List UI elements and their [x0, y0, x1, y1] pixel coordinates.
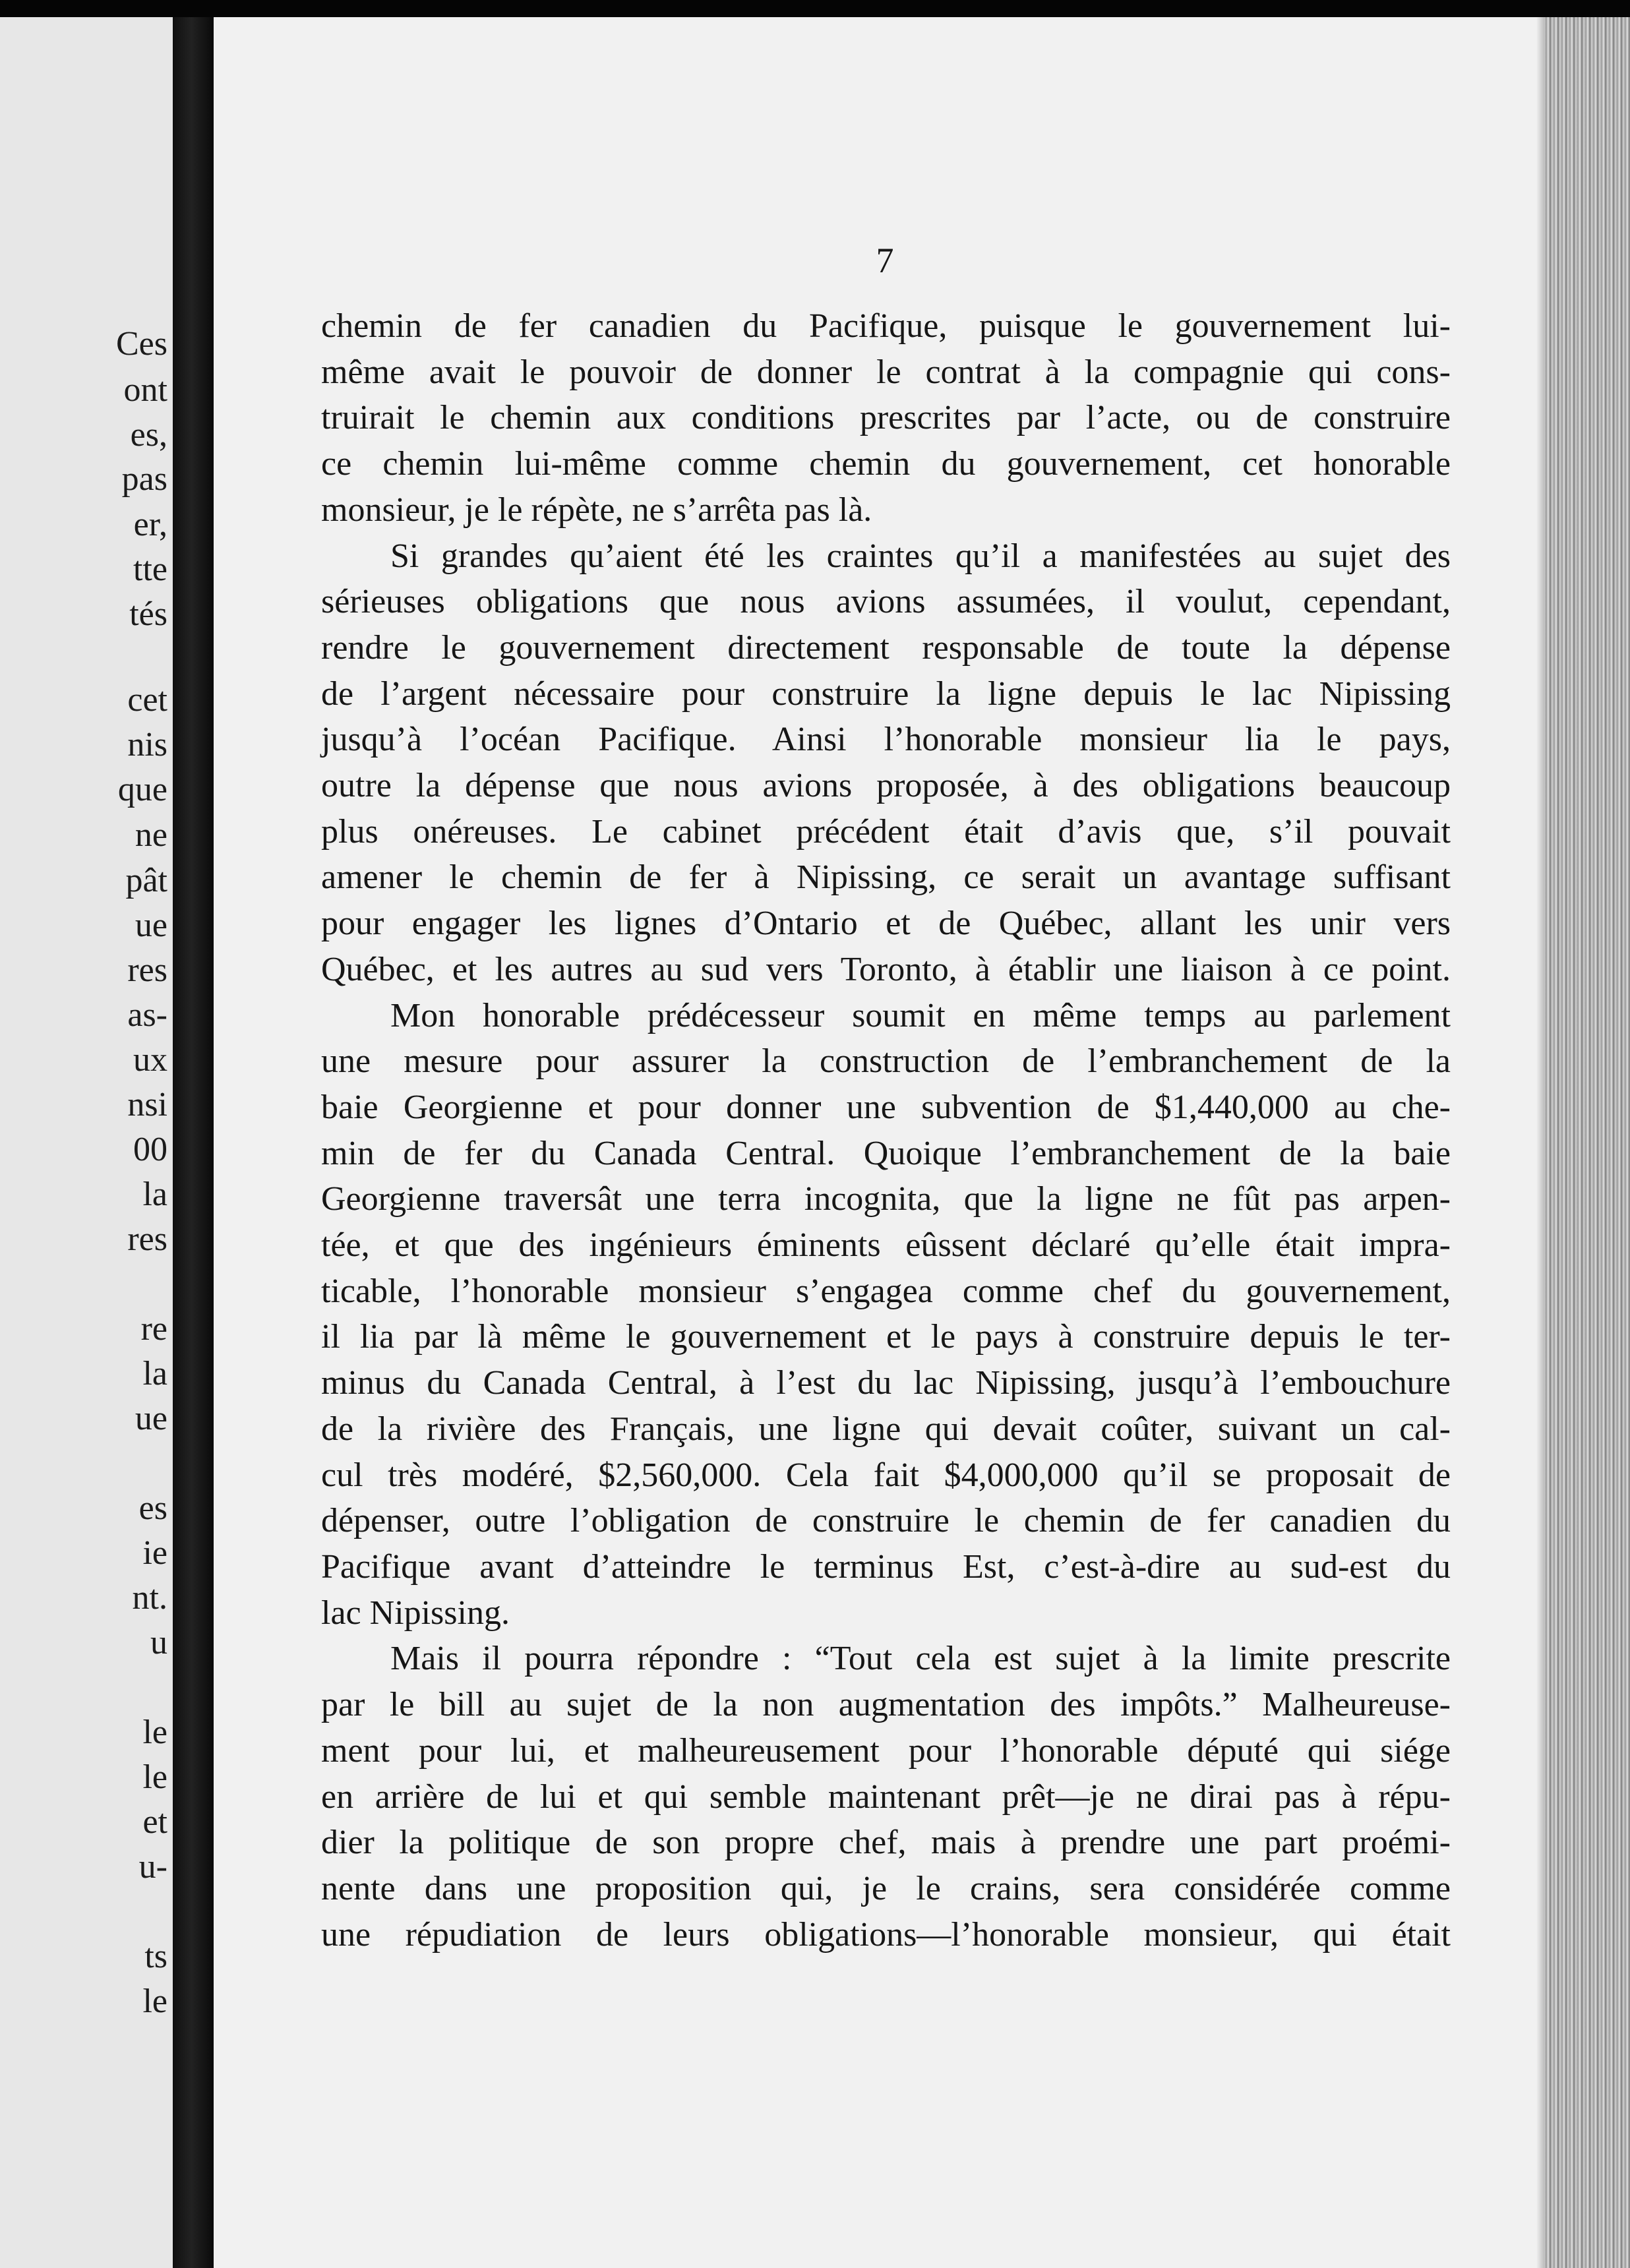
text-line: ment pour lui, et malheureusement pour l’honorable député qui siége [321, 1731, 1451, 1770]
paragraph-first-line: Mon honorable prédécesseur soumit en même temps au parlement [390, 996, 1451, 1034]
facing-page-fragment: ue [135, 907, 167, 944]
text-line: une mesure pour assurer la construction de l’embranchement de la [321, 1042, 1451, 1081]
facing-page-fragment: la [142, 1355, 167, 1392]
text-line: de la rivière des Français, une ligne qui devait coûter, suivant un cal- [321, 1410, 1451, 1448]
text-line: amener le chemin de fer à Nipissing, ce serait un avantage suffisant [321, 858, 1451, 897]
facing-page-fragment: u [150, 1624, 167, 1661]
body-text [321, 303, 1451, 1957]
facing-page-fragment: as- [127, 996, 167, 1034]
facing-page-edge [0, 17, 173, 2268]
facing-page-fragment: res [127, 1220, 167, 1258]
facing-page-fragment: pât [125, 862, 167, 899]
facing-page-fragment: ts [144, 1938, 167, 1975]
text-line: nente dans une proposition qui, je le crains, sera considérée comme [321, 1869, 1451, 1907]
text-line: Georgienne traversât une terra incognita, que la ligne ne fût pas arpen- [321, 1180, 1451, 1218]
facing-page-fragment: Ces [116, 325, 167, 363]
facing-page-fragment: tés [129, 595, 167, 633]
text-line: Québec, et les autres au sud vers Toronto, à établir une liaison à ce point. [321, 950, 1451, 988]
text-line: jusqu’à l’océan Pacifique. Ainsi l’honorable monsieur lia le pays, [321, 721, 1451, 759]
facing-page-fragment: nt. [132, 1579, 167, 1617]
text-line: une répudiation de leurs obligations—l’honorable monsieur, qui était [321, 1915, 1451, 1954]
facing-page-fragment: la [142, 1176, 167, 1213]
facing-page-fragment: ie [142, 1534, 167, 1572]
text-line: même avait le pouvoir de donner le contrat à la compagnie qui cons- [321, 353, 1451, 391]
facing-page-fragment: nsi [127, 1086, 167, 1123]
text-line: par le bill au sujet de la non augmentation des impôts.” Malheureuse- [321, 1686, 1451, 1724]
text-line: truirait le chemin aux conditions prescrites par l’acte, ou de construire [321, 399, 1451, 437]
text-line: cul très modéré, $2,560,000. Cela fait $4,000,000 qu’il se proposait de [321, 1456, 1451, 1494]
text-line: chemin de fer canadien du Pacifique, puisque le gouvernement lui- [321, 307, 1451, 345]
text-line: outre la dépense que nous avions proposée, à des obligations beaucoup [321, 767, 1451, 805]
text-line: baie Georgienne et pour donner une subvention de $1,440,000 au che- [321, 1088, 1451, 1126]
paragraph-first-line: Si grandes qu’aient été les craintes qu’il a manifestées au sujet des [390, 537, 1451, 575]
facing-page-fragment: et [142, 1803, 167, 1841]
text-line: sérieuses obligations que nous avions assumées, il voulut, cependant, [321, 583, 1451, 621]
text-line: de l’argent nécessaire pour construire la ligne depuis le lac Nipissing [321, 674, 1451, 713]
facing-page-fragment: res [127, 951, 167, 989]
facing-page-fragment: es [138, 1489, 167, 1527]
facing-page-fragment: tte [133, 551, 167, 588]
scan-top-border [0, 0, 1630, 17]
facing-page-fragment: pas [121, 460, 167, 498]
facing-page-fragment: ne [135, 816, 167, 854]
text-line: dier la politique de son propre chef, mais à prendre une part proémi- [321, 1824, 1451, 1862]
text-line: lac Nipissing. [321, 1594, 510, 1632]
facing-page-fragment: 00 [133, 1131, 167, 1168]
paragraph-first-line: Mais il pourra répondre : “Tout cela est sujet à la limite prescrite [390, 1640, 1451, 1678]
text-line: Pacifique avant d’atteindre le terminus Est, c’est-à-dire au sud-est du [321, 1547, 1451, 1586]
facing-page-fragment: nis [127, 726, 167, 763]
text-line: minus du Canada Central, à l’est du lac Nipissing, jusqu’à l’embouchure [321, 1364, 1451, 1402]
page-number: 7 [876, 241, 894, 280]
facing-page-fragment: ont [123, 371, 167, 409]
text-line: monsieur, je le répète, ne s’arrêta pas là. [321, 491, 872, 529]
text-line: tée, et que des ingénieurs éminents eûssent déclaré qu’elle était impra- [321, 1226, 1451, 1265]
facing-page-fragment: es, [130, 416, 167, 454]
text-line: pour engager les lignes d’Ontario et de Québec, allant les unir vers [321, 905, 1451, 943]
facing-page-fragment: ux [133, 1041, 167, 1079]
facing-page-fragment: le [142, 1983, 167, 2020]
stacked-page-edges [1544, 17, 1630, 2268]
facing-page-fragment: er, [133, 506, 167, 543]
text-line: il lia par là même le gouvernement et le pays à construire depuis le ter- [321, 1318, 1451, 1356]
text-line: min de fer du Canada Central. Quoique l’embranchement de la baie [321, 1134, 1451, 1172]
facing-page-fragment: u- [138, 1848, 167, 1886]
facing-page-fragment: le [142, 1758, 167, 1796]
text-line: rendre le gouvernement directement responsable de toute la dépense [321, 628, 1451, 667]
text-line: ticable, l’honorable monsieur s’engagea comme chef du gouvernement, [321, 1272, 1451, 1310]
facing-page-fragment: cet [127, 681, 167, 719]
text-line: plus onéreuses. Le cabinet précédent était d’avis que, s’il pouvait [321, 812, 1451, 850]
facing-page-fragment: le [142, 1714, 167, 1751]
facing-page-fragment: ue [135, 1400, 167, 1437]
text-line: dépenser, outre l’obligation de construire le chemin de fer canadien du [321, 1502, 1451, 1540]
facing-page-fragment: re [140, 1310, 167, 1348]
facing-page-fragment: que [117, 771, 167, 808]
book-gutter [173, 17, 214, 2268]
text-line: en arrière de lui et qui semble maintenant prêt—je ne dirai pas à répu- [321, 1777, 1451, 1816]
text-line: ce chemin lui-même comme chemin du gouvernement, cet honorable [321, 445, 1451, 483]
